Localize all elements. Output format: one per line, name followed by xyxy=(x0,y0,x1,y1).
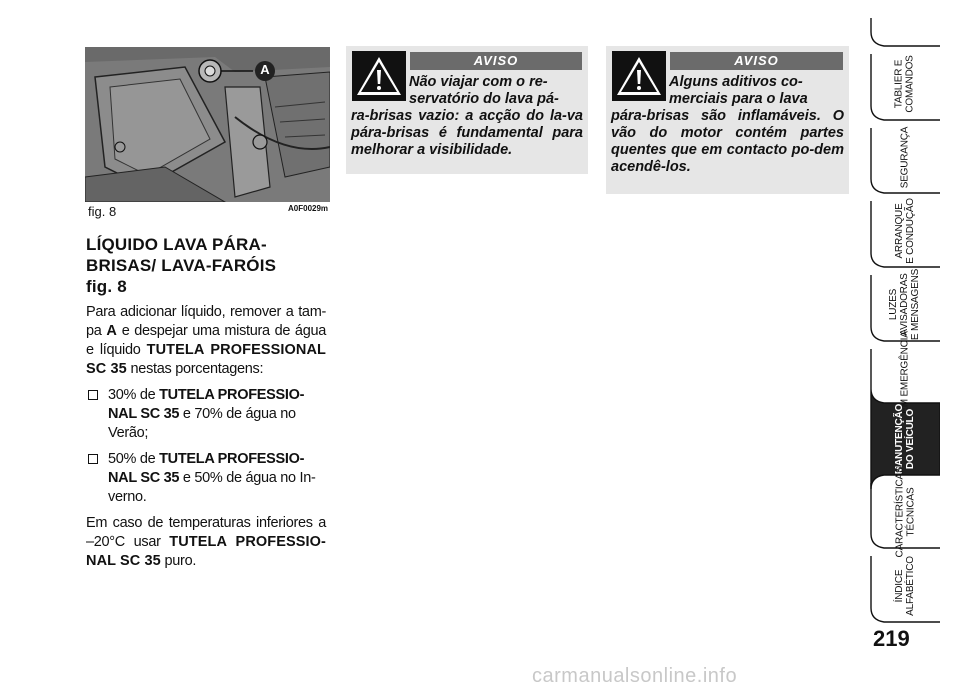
watermark: carmanualsonline.info xyxy=(532,665,738,687)
cold-paragraph xyxy=(86,514,326,571)
intro-product-name: TUTELA PROFESSIONAL SC 35 xyxy=(86,342,326,377)
warning-title: AVISO xyxy=(410,52,582,70)
warning-rest: pára-brisas são inflamáveis. O vão do motor contém partes quentes que em contacto po-dem acendê-los. xyxy=(611,108,844,175)
warning-triangle-icon xyxy=(612,51,666,101)
bullet-winter-product: TUTELA PROFESSIO-NAL SC 35 xyxy=(108,451,305,486)
tab-indice-alfabetico[interactable]: ÍNDICE ALFABÉTICO xyxy=(894,555,916,616)
cold-text-c: puro. xyxy=(160,553,197,569)
section-heading xyxy=(86,234,326,297)
bullet-summer-product: TUTELA PROFESSIO-NAL SC 35 xyxy=(108,387,305,422)
checkbox-bullet-icon xyxy=(88,390,98,400)
checkbox-bullet-icon xyxy=(88,454,98,464)
intro-paragraph xyxy=(86,303,326,379)
warning-triangle-icon xyxy=(352,51,406,101)
tab-seguranca[interactable]: SEGURANÇA xyxy=(899,126,911,188)
warning-box-flammable-additives xyxy=(606,46,849,194)
tab-tablier-comandos[interactable]: TABLIER E COMANDOS xyxy=(893,54,916,113)
intro-text-e: nestas porcentagens: xyxy=(126,361,264,377)
figure-caption: fig. 8 xyxy=(88,204,117,219)
warning-line-1: Alguns aditivos co- xyxy=(669,74,803,90)
warning-line-2: merciais para o lava xyxy=(669,91,808,107)
heading-line-2: BRISAS/ LAVA-FARÓIS xyxy=(86,256,277,275)
bullet-winter-text-a: 50% de xyxy=(108,451,160,467)
chapter-sidebar xyxy=(870,0,940,692)
tab-arranque-conducao[interactable]: ARRANQUE E CONDUÇÃO xyxy=(893,197,916,264)
main-content xyxy=(86,234,326,578)
cold-product-name: TUTELA PROFESSIO-NAL SC 35 xyxy=(86,534,326,569)
bullet-summer-text-a: 30% de xyxy=(108,387,160,403)
warning-box-empty-reservoir xyxy=(346,46,588,174)
tab-luzes-avisadoras[interactable]: LUZES AVISADORAS E MENSAGENS xyxy=(888,268,922,341)
figure-code: A0F0029m xyxy=(288,204,329,213)
bullet-winter xyxy=(86,450,326,507)
heading-line-1: LÍQUIDO LAVA PÁRA- xyxy=(86,235,267,254)
warning-title: AVISO xyxy=(670,52,843,70)
intro-cap-reference: A xyxy=(106,323,117,339)
engine-bay-illustration xyxy=(85,47,330,202)
warning-line-1: Não viajar com o re- xyxy=(409,74,548,90)
tab-em-emergencia[interactable]: EM EMERGÊNCIA xyxy=(899,331,911,414)
warning-line-2: servatório do lava pá- xyxy=(409,91,559,107)
bullet-winter-text-c: e 50% de água no In-verno. xyxy=(108,470,316,505)
tab-manutencao-veiculo[interactable]: MANUTENÇÃO DO VEÍCULO xyxy=(894,403,916,475)
tab-caracteristicas-tecnicas[interactable]: CARACTERÍSTICAS TÉCNICAS xyxy=(894,466,916,558)
page-number: 219 xyxy=(873,626,910,651)
intro-text-a: Para adicionar líquido, remover a tam-pa xyxy=(86,304,326,339)
heading-line-3: fig. 8 xyxy=(86,277,127,296)
callout-a-label: A xyxy=(260,62,270,77)
cold-text-a: Em caso de temperaturas inferiores a –20°C usar xyxy=(86,515,326,550)
warning-rest: ra-brisas vazio: a acção do la-va pára-brisas é fundamental para melhorar a visibilidade. xyxy=(351,108,583,158)
bullet-summer-text-c: e 70% de água no Verão; xyxy=(108,406,296,441)
intro-text-c: e despejar uma mistura de água e líquido xyxy=(86,323,326,358)
bullet-summer xyxy=(86,386,326,443)
engine-bay-figure xyxy=(85,47,330,202)
